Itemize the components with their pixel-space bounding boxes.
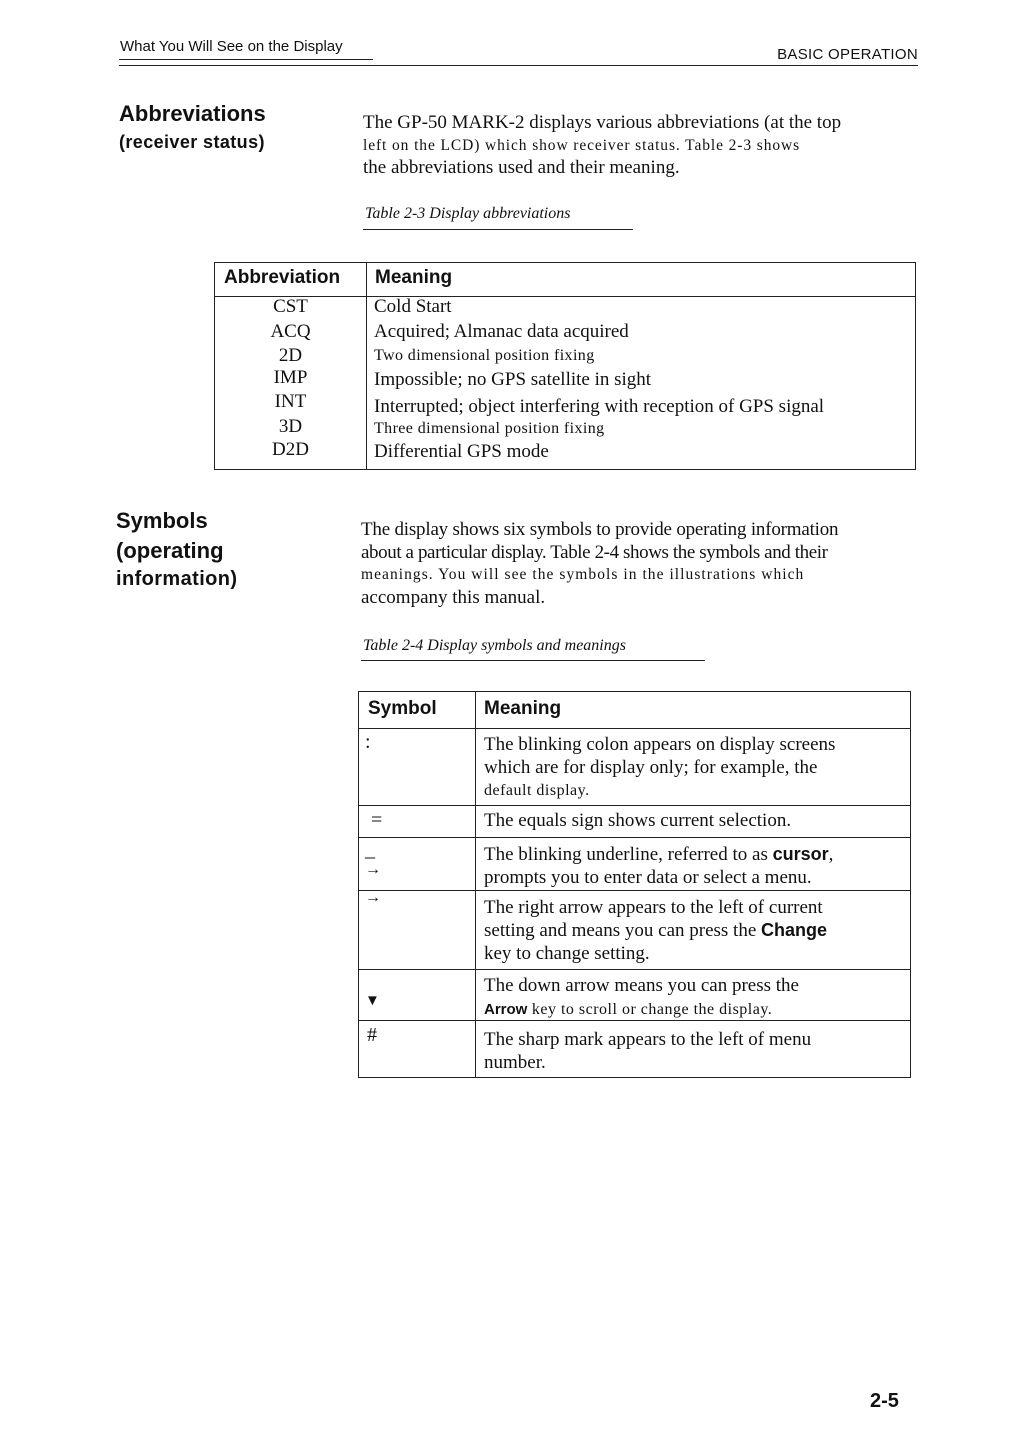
symbol-arrow: → [365,861,381,878]
abbreviation-cell: CST [273,296,308,317]
caption-underline [361,660,705,661]
meaning-cell [484,809,904,832]
paragraph-line: meanings. You will see the symbols in the illustrations which [361,566,805,583]
section-title-symbols: Symbols [116,508,208,533]
paragraph-line: accompany this manual. [361,586,546,608]
meaning-line: The down arrow means you can press the [484,975,799,996]
abbreviation-cell: D2D [272,439,309,460]
meaning-line [484,843,904,866]
meaning-text: , [828,844,834,865]
symbols-table [358,691,911,1078]
column-header-symbol: Symbol [368,698,437,719]
paragraph-line: The display shows six symbols to provide operating information [361,519,839,540]
meaning-cell [484,733,904,802]
meaning-cell: Acquired; Almanac data acquired [374,321,629,342]
column-header-meaning: Meaning [484,698,562,719]
meaning-line: key to change setting. [484,943,650,964]
meaning-cell [484,974,904,1021]
table-caption-2-4: Table 2-4 Display symbols and meanings [363,637,626,654]
row-divider [359,728,910,729]
section-subtitle-receiver-status: (receiver status) [119,132,265,152]
meaning-cell: Differential GPS mode [374,441,549,462]
table-top-border [359,691,910,692]
symbol-colon: : [365,731,371,753]
symbol-sharp: # [367,1024,377,1046]
abbreviation-cell: ACQ [270,321,311,342]
abbreviations-table [214,262,916,470]
meaning-cell [484,896,904,965]
symbols-paragraph [361,519,838,609]
abbreviations-paragraph [363,112,841,180]
meaning-line: prompts you to enter data or select a menu. [484,867,812,888]
row-divider [359,805,910,806]
paragraph-line: about a particular display. Table 2-4 shows the symbols and their [361,541,828,563]
meaning-cell [484,1028,904,1074]
symbol-equals: = [371,809,383,831]
meaning-line [484,997,904,1021]
meaning-cell: Three dimensional position fixing [374,420,605,437]
symbol-right-arrow: → [365,889,381,906]
meaning-line: default display. [484,782,590,799]
section-subtitle-information: information) [116,568,238,590]
row-divider [359,1020,910,1021]
meaning-line: which are for display only; for example, the [484,757,818,778]
page-number: 2-5 [870,1390,899,1412]
meaning-line: The equals sign shows current selection. [484,810,792,831]
meaning-cell: Interrupted; object interfering with reception of GPS signal [374,396,825,417]
row-divider [359,890,910,891]
header-rule [119,65,918,66]
paragraph-line: left on the LCD) which show receiver status. Table 2-3 shows [363,136,801,154]
section-title-abbreviations: Abbreviations [119,101,266,126]
meaning-text: setting and means you can press the [484,920,762,941]
meaning-line: The sharp mark appears to the left of menu [484,1029,812,1050]
meaning-line: The right arrow appears to the left of current [484,897,823,918]
column-header-abbreviation: Abbreviation [224,267,341,288]
running-header-section: BASIC OPERATION [777,46,918,63]
abbreviation-cell: 2D [278,345,303,366]
meaning-text: The blinking underline, referred to as [484,844,773,865]
abbreviation-cell: IMP [273,367,308,388]
meaning-line: number. [484,1052,546,1073]
meaning-cell: Two dimensional position fixing [374,347,595,364]
row-divider [359,969,910,970]
abbreviation-cell: INT [274,391,307,412]
paragraph-line: The GP-50 MARK-2 displays various abbreviations (at the top [363,112,842,133]
key-arrow: Arrow [484,1001,528,1018]
column-divider [366,263,367,469]
meaning-cell [484,843,904,889]
header-underline [119,59,373,60]
meaning-text: key to scroll or change the display. [527,1001,773,1018]
meaning-cell: Impossible; no GPS satellite in sight [374,369,652,390]
running-header-title: What You Will See on the Display [120,38,343,55]
caption-underline [363,229,633,230]
row-divider [359,837,910,838]
symbol-down-arrow: ▼ [365,993,380,1009]
abbreviation-cell: 3D [278,416,303,437]
section-subtitle-operating: (operating [116,538,224,563]
meaning-line [484,919,904,942]
key-change: Change [761,920,828,940]
meaning-cell: Cold Start [374,296,452,317]
symbol-underline: _ [365,839,375,861]
column-header-meaning: Meaning [375,267,453,288]
key-cursor: cursor [772,844,829,864]
table-caption-2-3: Table 2-3 Display abbreviations [365,205,571,222]
meaning-line: The blinking colon appears on display screens [484,734,836,755]
paragraph-line: the abbreviations used and their meaning. [363,157,680,178]
